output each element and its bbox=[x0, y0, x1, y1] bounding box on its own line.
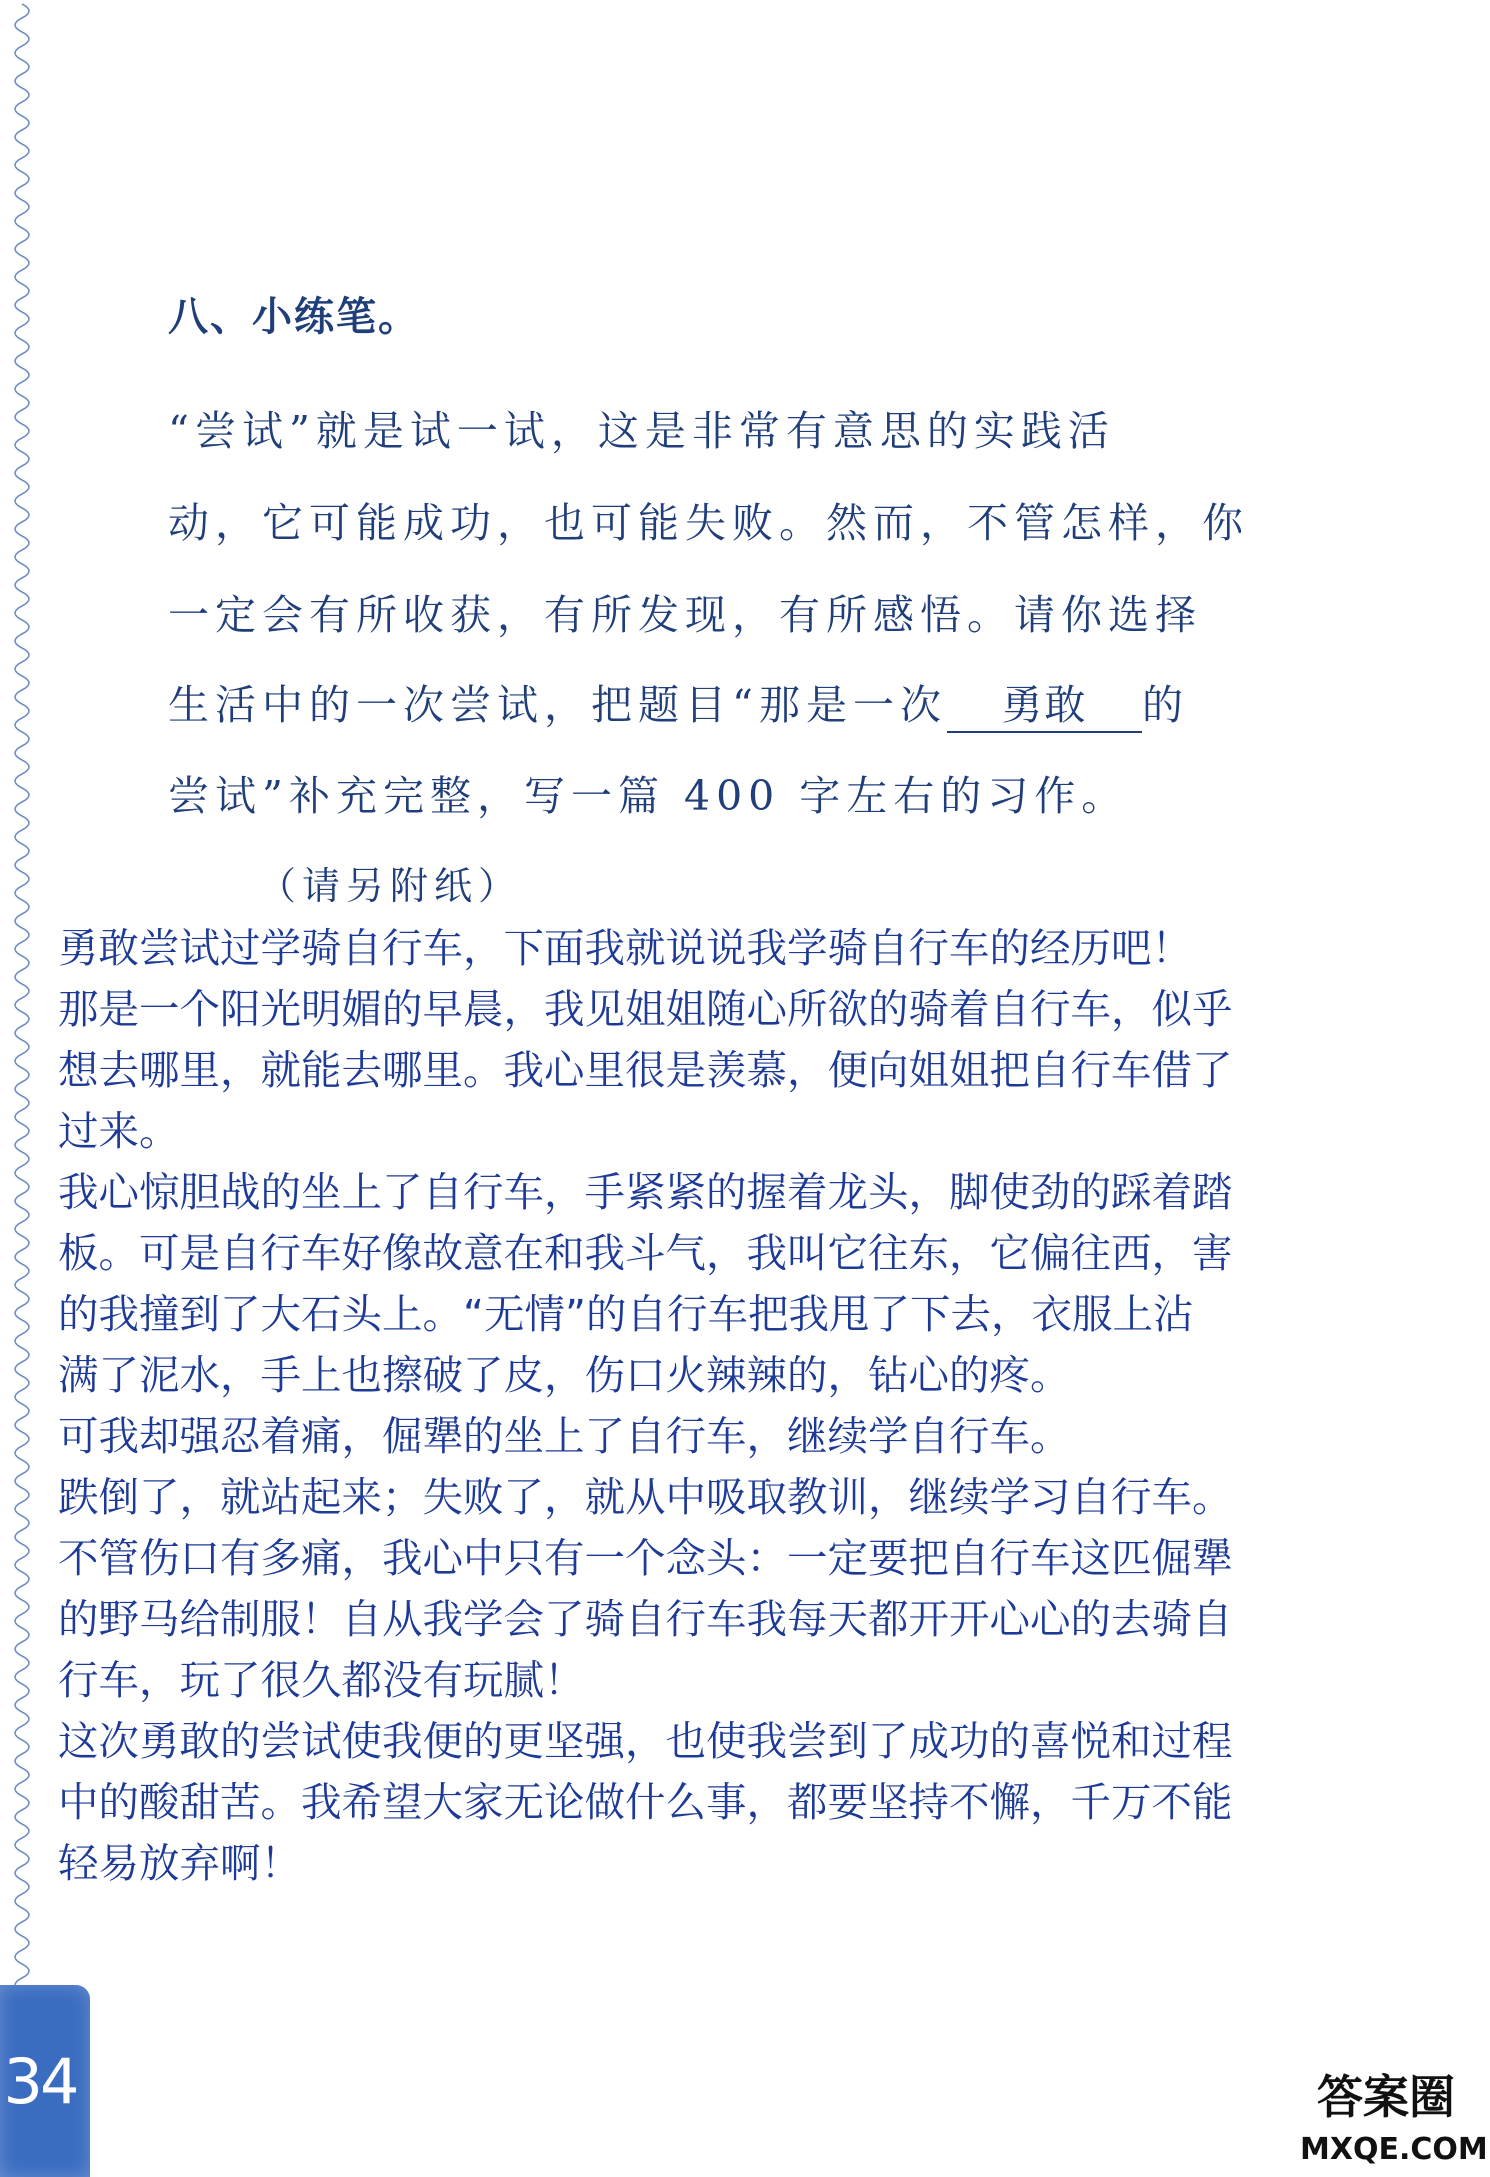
prompt-line-4-end: 的 bbox=[1141, 681, 1189, 729]
wavy-border-decoration bbox=[0, 0, 46, 2177]
watermark-logo bbox=[1300, 2065, 1488, 2170]
section-heading: 八、小练笔。 bbox=[168, 294, 420, 340]
answer-line: 这次勇敢的尝试使我便的更坚强，也使我尝到了成功的喜悦和过程 bbox=[58, 1717, 1233, 1765]
prompt-line-4-start: 生活中的一次尝试，把题目“那是一次 bbox=[168, 681, 947, 729]
answer-line: 可我却强忍着痛，倔犟的坐上了自行车，继续学自行车。 bbox=[58, 1412, 1071, 1460]
prompt-line-4 bbox=[168, 672, 1258, 733]
answer-line: 的野马给制服！自从我学会了骑自行车我每天都开开心心的去骑自 bbox=[58, 1595, 1233, 1643]
watermark-title: 答案圈 bbox=[1317, 2070, 1455, 2124]
prompt-line-1: “尝试”就是试一试，这是非常有意思的实践活 bbox=[168, 407, 1115, 455]
answer-line: 那是一个阳光明媚的早晨，我见姐姐随心所欲的骑着自行车，似乎 bbox=[58, 985, 1233, 1033]
watermark-url: MXQE.COM bbox=[1300, 2132, 1488, 2167]
answer-line: 满了泥水，手上也擦破了皮，伤口火辣辣的，钻心的疼。 bbox=[58, 1351, 1071, 1399]
answer-line: 我心惊胆战的坐上了自行车，手紧紧的握着龙头，脚使劲的踩着踏 bbox=[58, 1168, 1233, 1216]
prompt-line-2: 动，它可能成功，也可能失败。然而，不管怎样，你 bbox=[168, 499, 1249, 547]
answer-line: 过来。 bbox=[58, 1107, 180, 1155]
fill-in-blank-answer: 勇敢 bbox=[947, 672, 1142, 733]
answer-line: 不管伤口有多痛，我心中只有一个念头：一定要把自行车这匹倔犟 bbox=[58, 1534, 1233, 1582]
answer-line: 行车，玩了很久都没有玩腻！ bbox=[58, 1656, 585, 1704]
answer-line: 勇敢尝试过学骑自行车，下面我就说说我学骑自行车的经历吧！ bbox=[58, 924, 1192, 972]
prompt-line-5: 尝试”补充完整，写一篇 400 字左右的习作。 bbox=[168, 772, 1129, 820]
answer-line: 轻易放弃啊！ bbox=[58, 1839, 301, 1887]
page-number: 34 bbox=[3, 2045, 77, 2118]
answer-line: 想去哪里，就能去哪里。我心里很是羡慕，便向姐姐把自行车借了 bbox=[58, 1046, 1233, 1094]
answer-line: 跌倒了，就站起来；失败了，就从中吸取教训，继续学习自行车。 bbox=[58, 1473, 1233, 1521]
answer-line: 的我撞到了大石头上。“无情”的自行车把我甩了下去，衣服上沾 bbox=[58, 1290, 1194, 1338]
answer-essay bbox=[58, 918, 1458, 1894]
answer-line: 板。可是自行车好像故意在和我斗气，我叫它往东，它偏往西，害 bbox=[58, 1229, 1233, 1277]
prompt-line-3: 一定会有所收获，有所发现，有所感悟。请你选择 bbox=[168, 591, 1202, 639]
answer-line: 中的酸甜苦。我希望大家无论做什么事，都要坚持不懈，千万不能 bbox=[58, 1778, 1233, 1826]
attach-paper-note: （请另附纸） bbox=[258, 864, 523, 908]
